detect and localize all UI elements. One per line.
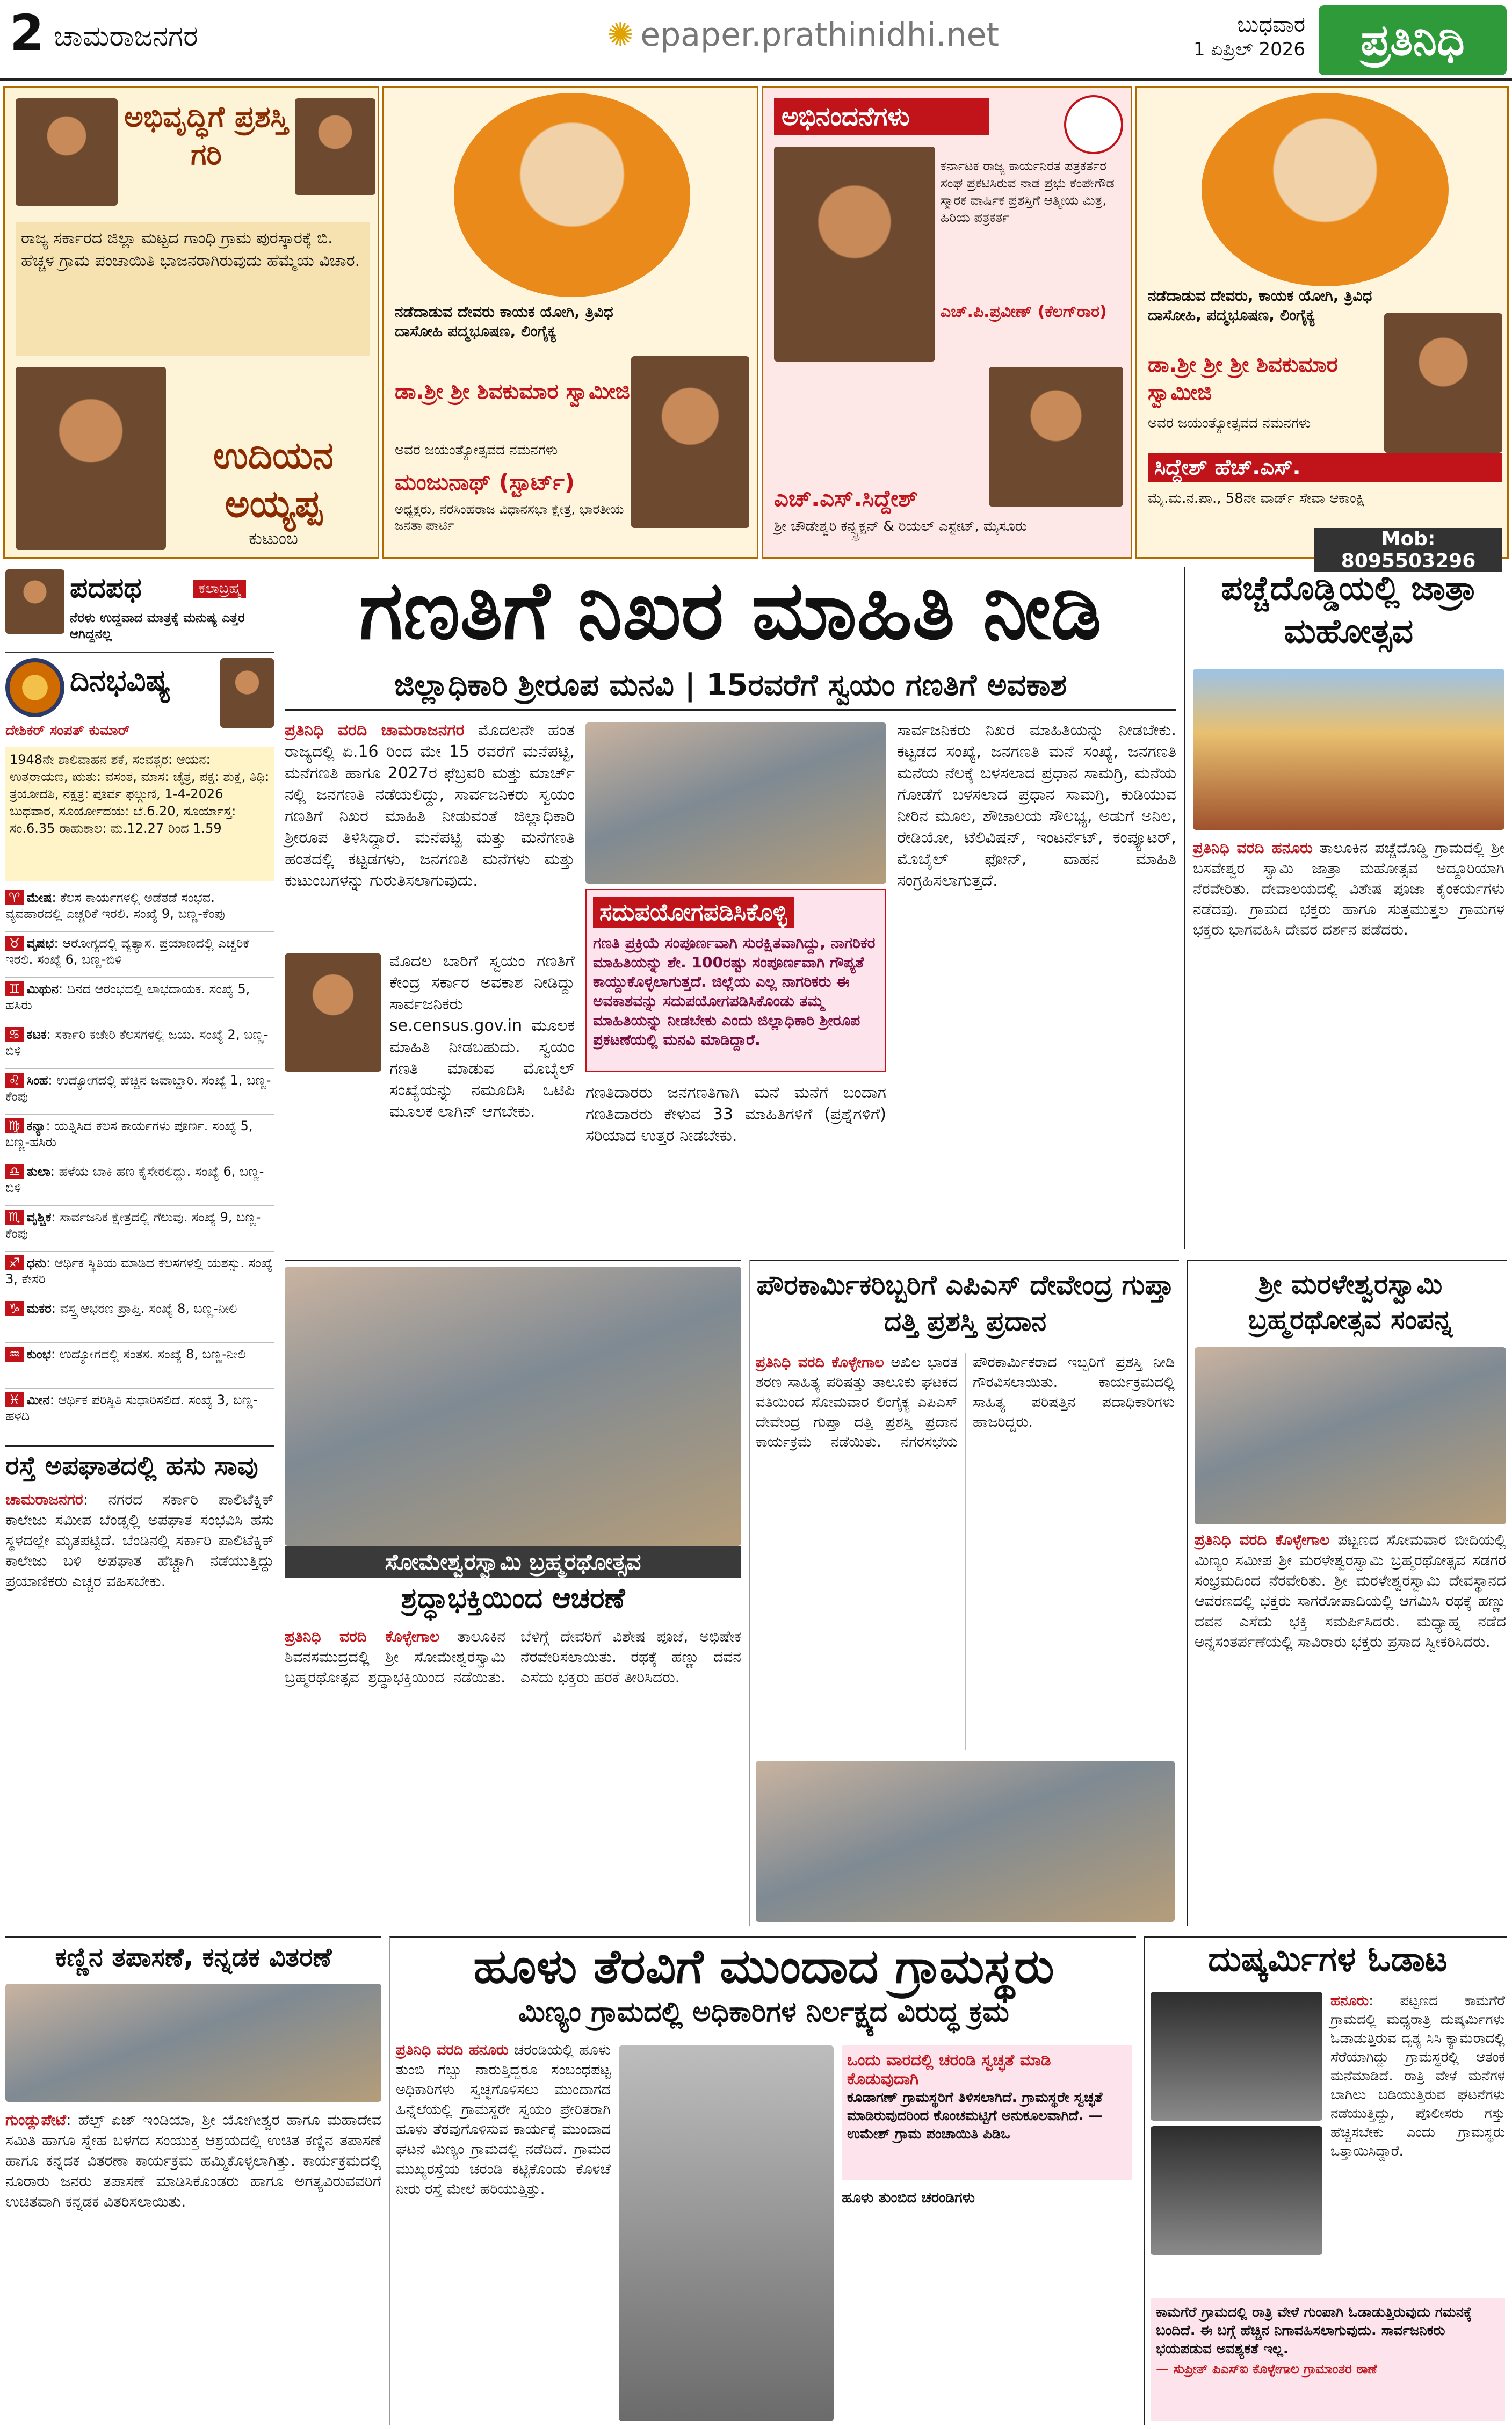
sign-item: ♏ ವೃಶ್ಚಿಕ: ಸಾರ್ವಜನಿಕ ಕ್ಷೇತ್ರದಲ್ಲಿ ಗೆಲುವು. ಸಂಖ್ಯೆ 9, ಬಣ್ಣ-ಕೆಂಪು xyxy=(5,1206,274,1252)
page-number: 2 xyxy=(10,4,45,62)
sign-item: ♎ ತುಲಾ: ಹಳೆಯ ಬಾಕಿ ಹಣ ಕೈಸೇರಲಿದ್ದು. ಸಂಖ್ಯೆ 6, ಬಣ್ಣ-ಬಿಳಿ xyxy=(5,1160,274,1206)
award-story xyxy=(749,1260,1179,1926)
lead-headline: ಗಣತಿಗೆ ನಿಖರ ಮಾಹಿತಿ ನೀಡಿ xyxy=(359,564,1102,657)
ad-footer-detail: ಮೈ.ಮ.ನ.ಪಾ., 58ನೇ ವಾರ್ಡ್ ಸೇವಾ ಆಕಾಂಕ್ಷಿ xyxy=(1148,490,1365,507)
jatra-headline: ಪಚ್ಚೆದೊಡ್ಡಿಯಲ್ಲಿ ಜಾತ್ರಾ ಮಹೋತ್ಸವ xyxy=(1221,568,1477,650)
lead-col3: ಸಾರ್ವಜನಿಕರು ನಿಖರ ಮಾಹಿತಿಯನ್ನು ನೀಡಬೇಕು. ಕಟ್ಟಡದ ಸಂಖ್ಯೆ, ಜನಗಣತಿ ಮನೆ ಸಂಖ್ಯೆ, ಜನಗಣತಿ ಮನೆಯ ನೆಲಕ್ಕೆ ಬಳಸಲಾದ ಪ್ರಧಾನ ಸಾಮಗ್ರಿ, ಮನೆಯ ಗೋಡೆಗೆ ಬಳಸಲಾದ ಪ್ರಧಾನ ಸಾಮಗ್ರಿ, ಕುಡಿಯುವ ನೀರಿನ ಮೂಲ, ಶೌಚಾಲಯ ಸೌಲಭ್ಯ, ಅಡುಗೆ ಅನಿಲ, ರೇಡಿಯೋ, ಟೆಲಿವಿಷನ್, ಇಂಟರ್ನೆಟ್, ಕಂಪ್ಯೂಟರ್, ಮೊಬೈಲ್ ಫೋನ್, ವಾಹನ ಮಾಹಿತಿ ಸಂಗ್ರಹಿಸಲಾಗುತ್ತದೆ. xyxy=(897,721,1176,890)
capricorn-icon: ♑ xyxy=(5,1301,24,1316)
aries-icon: ♈ xyxy=(5,890,24,905)
pdo-quote-box xyxy=(842,2045,1132,2180)
miscreants-headline: ದುಷ್ಕರ್ಮಿಗಳ ಓಡಾಟ xyxy=(1208,1940,1448,1979)
sagittarius-icon: ♐ xyxy=(5,1255,24,1270)
ad-photo-journalist xyxy=(774,147,935,362)
ad-sub: ಅವರ ಜಯಂತ್ಯೋತ್ಸವದ ನಮನಗಳು xyxy=(395,442,558,458)
issue-day: ಬುಧವಾರ xyxy=(1237,12,1305,37)
ad-footer-detail: ಅಧ್ಯಕ್ಷರು, ನರಸಿಂಹರಾಜ ವಿಧಾನಸಭಾ ಕ್ಷೇತ್ರ, ಭಾರತೀಯ ಜನತಾ ಪಾರ್ಟಿ xyxy=(395,502,624,533)
leo-icon: ♌ xyxy=(5,1073,24,1088)
drain-headline: ಹೂಳು ತೆರವಿಗೆ ಮುಂದಾದ ಗ್ರಾಮಸ್ಥರು xyxy=(473,1939,1054,1994)
section-name: ಚಾಮರಾಜನಗರ xyxy=(54,20,198,53)
astrologer-photo xyxy=(220,658,274,728)
padapatha-quote: ನೆರಳು ಉದ್ದವಾದ ಮಾತ್ರಕ್ಕೆ ಮನುಷ್ಯ ಎತ್ತರ ಆಗಿದ್ದನಲ್ಲ xyxy=(70,610,245,641)
ad-body: ರಾಜ್ಯ ಸರ್ಕಾರದ ಜಿಲ್ಲಾ ಮಟ್ಟದ ಗಾಂಧಿ ಗ್ರಾಮ ಪುರಸ್ಕಾರಕ್ಕೆ ಬಿ. ಹೆಚ್ಚಳ ಗ್ರಾಮ ಪಂಚಾಯಿತಿ ಭಾಜನರಾಗಿರುವುದು ಹೆಮ್ಮೆಯ ವಿಚಾರ. xyxy=(16,222,370,356)
lead-col4: ಗಣತಿದಾರರು ಜನಗಣತಿಗಾಗಿ ಮನೆ ಮನೆಗೆ ಬಂದಾಗ ಗಣತಿದಾರರು ಕೇಳುವ 33 ಮಾಹಿತಿಗಳಿಗೆ (ಪ್ರಶ್ನೆಗಳಿಗೆ) ಸರಿಯಾದ ಉತ್ತರ ನೀಡಬೇಕು. xyxy=(585,1083,886,1145)
cctv-photo-2 xyxy=(1151,2126,1322,2255)
author-photo xyxy=(5,569,64,634)
sign-item: ♈ ಮೇಷ: ಕೆಲಸ ಕಾರ್ಯಗಳಲ್ಲಿ ಅಡೆತಡೆ ಸಂಭವ. ವ್ಯವಹಾರದಲ್ಲಿ ಎಚ್ಚರಿಕೆ ಇರಲಿ. ಸಂಖ್ಯೆ 9, ಬಣ್ಣ-ಕೆಂಪು xyxy=(5,886,274,932)
eye-camp-story xyxy=(5,1936,381,2425)
panchanga-details: 1948ನೇ ಶಾಲಿವಾಹನ ಶಕೆ, ಸಂವತ್ಸರ: ಆಯನ: ಉತ್ತರಾಯಣ, ಋತು: ವಸಂತ, ಮಾಸ: ಚೈತ್ರ, ಪಕ್ಷ: ಶುಕ್ಲ, ತಿಥಿ: ತ್ರಯೋದಶಿ, ನಕ್ಷತ್ರ: ಪೂರ್ವ ಫಲ್ಗುಣಿ, 1-4-2026 ಬುಧವಾರ, ಸೂರ್ಯೋದಯ: ಬೆ.6.20, ಸೂರ್ಯಾಸ್ತ: ಸಂ.6.35 ರಾಹುಕಾಲ: ಮ.12.27 ರಿಂದ 1.59 xyxy=(5,747,274,881)
someshwara-text: ಪ್ರತಿನಿಧಿ ವರದಿ ಕೊಳ್ಳೇಗಾಲ ತಾಲೂಕಿನ ಶಿವನಸಮುದ್ರದಲ್ಲಿ ಶ್ರೀ ಸೋಮೇಶ್ವರಸ್ವಾಮಿ ಬ್ರಹ್ಮರಥೋತ್ಸವ ಶ್ರದ್ಧಾಭಕ್ತಿಯಿಂದ ನಡೆಯಿತು. ಬೆಳಿಗ್ಗೆ ದೇವರಿಗೆ ವಿಶೇಷ ಪೂಜೆ, ಅಭಿಷೇಕ ನೆರವೇರಿಸಲಾಯಿತು. ರಥಕ್ಕೆ ಹಣ್ಣು ದವನ ಎಸೆದು ಭಕ್ತರು ಹರಕೆ ತೀರಿಸಿದರು. xyxy=(285,1628,741,1686)
padapatha-author: ಕಲಾಬ್ರಹ್ಮ xyxy=(193,580,246,598)
ad-congratulations xyxy=(762,86,1132,559)
cctv-photo-1 xyxy=(1151,1992,1322,2121)
issue-date: 1 ಏಪ್ರಿಲ್ 2026 xyxy=(1193,39,1305,60)
ad-photo-swamiji xyxy=(454,93,690,297)
sign-item: ♒ ಕುಂಭ: ಉದ್ಯೋಗದಲ್ಲಿ ಸಂತಸ. ಸಂಖ್ಯೆ 8, ಬಣ್ಣ-ನೀಲಿ xyxy=(5,1343,274,1389)
sign-item: ♉ ವೃಷಭ: ಆರೋಗ್ಯದಲ್ಲಿ ವ್ಯತ್ಯಾಸ. ಪ್ರಯಾಣದಲ್ಲಿ ಎಚ್ಚರಿಕೆ ಇರಲಿ. ಸಂಖ್ಯೆ 6, ಬಣ್ಣ-ಬಿಳಿ xyxy=(5,932,274,978)
lead-rule xyxy=(285,709,1176,711)
lead-col2: ಮೊದಲ ಬಾರಿಗೆ ಸ್ವಯಂ ಗಣತಿಗೆ ಕೇಂದ್ರ ಸರ್ಕಾರ ಅವಕಾಶ ನೀಡಿದ್ದು ಸಾರ್ವಜನಿಕರು se.census.gov.in ಮೂಲಕ ಮಾಹಿತಿ ನೀಡಬಹುದು. ಸ್ವಯಂ ಗಣತಿ ಮಾಡುವ ಮೊಬೈಲ್ ಸಂಖ್ಯೆಯನ್ನು ನಮೂದಿಸಿ ಒಟಿಪಿ ಮೂಲಕ ಲಾಗಿನ್ ಆಗಬೇಕು. xyxy=(389,952,575,1121)
mareleshwara-photo xyxy=(1195,1347,1506,1524)
accident-headline: ರಸ್ತೆ ಅಪಘಾತದಲ್ಲಿ ಹಸು ಸಾವು xyxy=(5,1451,258,1481)
ad-phone: Mob: 8095503296 xyxy=(1314,528,1502,572)
callout-text: ಗಣತಿ ಪ್ರಕ್ರಿಯೆ ಸಂಪೂರ್ಣವಾಗಿ ಸುರಕ್ಷಿತವಾಗಿದ್ದು, ನಾಗರಿಕರ ಮಾಹಿತಿಯನ್ನು ಶೇ. 100ರಷ್ಟು ಸಂಪೂರ್ಣವಾಗಿ ಗೌಪ್ಯತೆ ಕಾಯ್ದುಕೊಳ್ಳಲಾಗುತ್ತದೆ. ಜಿಲ್ಲೆಯ ಎಲ್ಲ ನಾಗರಿಕರು ಈ ಅವಕಾಶವನ್ನು ಸದುಪಯೋಗಪಡಿಸಿಕೊಂಡು ತಮ್ಮ ಮಾಹಿತಿಯನ್ನು ನೀಡಬೇಕು ಎಂದು ಜಿಲ್ಲಾಧಿಕಾರಿ ಶ್ರೀರೂಪ ಪ್ರಕಟಣೆಯಲ್ಲಿ ಮನವಿ ಮಾಡಿದ್ದಾರೆ. xyxy=(593,934,876,1049)
rathotsava-photo xyxy=(285,1267,741,1546)
drain-deck: ಮಿಣ್ಯಂ ಗ್ರಾಮದಲ್ಲಿ ಅಧಿಕಾರಿಗಳ ನಿರ್ಲಕ್ಷ್ಯದ ವಿರುದ್ಧ ಕ್ರಮ xyxy=(518,1996,1009,2028)
jatra-photo xyxy=(1193,669,1504,830)
astrologer-name: ದೇಶಿಕರ್ ಸಂಪತ್ ಕುಮಾರ್ xyxy=(5,722,130,739)
ad-highlight: ಎಚ್.ಪಿ.ಪ್ರವೀಣ್ (ಕೆಲಗ್‌ರಾರ) xyxy=(941,302,1107,321)
site-url[interactable] xyxy=(607,16,999,54)
ad-gandhi-award xyxy=(3,86,379,559)
ad-photo-sponsor xyxy=(989,367,1123,507)
ad-footer-name: ಸಿದ್ದೇಶ್ ಹೆಚ್.ಎಸ್. xyxy=(1148,453,1502,482)
drain-story xyxy=(389,1936,1136,2425)
award-headline: ಪೌರಕಾರ್ಮಿಕರಿಬ್ಬರಿಗೆ ಎಪಿಎಸ್ ದೇವೇಂದ್ರ ಗುಪ್ತಾ ದತ್ತಿ ಪ್ರಶಸ್ತಿ ಪ್ರದಾನ xyxy=(756,1269,1174,1337)
ad-footer-family: ಕುಟುಂಬ xyxy=(249,528,298,548)
eye-camp-headline: ಕಣ್ಣಿನ ತಪಾಸಣೆ, ಕನ್ನಡಕ ವಿತರಣೆ xyxy=(55,1942,332,1972)
ad-heading: ಅಭಿನಂದನೆಗಳು xyxy=(774,98,989,135)
ad-swamiji-1 xyxy=(382,86,758,559)
aquarius-icon: ♒ xyxy=(5,1347,24,1362)
padapatha-title: ಪದಪಥ xyxy=(70,572,142,604)
pdo-quote-text: ಕೂಡಾಗಣ್ ಗ್ರಾಮಸ್ಥರಿಗೆ ತಿಳಿಸಲಾಗಿದೆ. ಗ್ರಾಮಸ್ಥರೇ ಸ್ವಚ್ಛತೆ ಮಾಡಿರುವುದರಿಂದ ಕೊಂಚಮಟ್ಟಿಗೆ ಅನುಕೂಲವಾಗಿದೆ. — ಉಮೇಶ್ ಗ್ರಾಮ ಪಂಚಾಯಿತಿ ಪಿಡಿಒ xyxy=(847,2090,1103,2142)
someshwara-headline: ಶ್ರದ್ಧಾಭಕ್ತಿಯಿಂದ ಆಚರಣೆ xyxy=(401,1582,625,1615)
sign-item: ♑ ಮಕರ: ವಸ್ತ್ರ ಆಭರಣ ಪ್ರಾಪ್ತಿ. ಸಂಖ್ಯೆ 8, ಬಣ್ಣ-ನೀಲಿ xyxy=(5,1297,274,1343)
sign-item: ♊ ಮಿಥುನ: ದಿನದ ಆರಂಭದಲ್ಲಿ ಲಾಭದಾಯಕ. ಸಂಖ್ಯೆ 5, ಹಸಿರು xyxy=(5,978,274,1023)
sign-item: ♌ ಸಿಂಹ: ಉದ್ಯೋಗದಲ್ಲಿ ಹೆಚ್ಚಿನ ಜವಾಬ್ದಾರಿ. ಸಂಖ್ಯೆ 1, ಬಣ್ಣ-ಕೆಂಪು xyxy=(5,1069,274,1115)
sign-item: ♓ ಮೀನ: ಆರ್ಥಿಕ ಪರಿಸ್ಥಿತಿ ಸುಧಾರಿಸಲಿದೆ. ಸಂಖ್ಯೆ 3, ಬಣ್ಣ-ಹಳದಿ xyxy=(5,1389,274,1434)
site-url-text: epaper.prathinidhi.net xyxy=(640,16,1000,54)
sign-item: ♐ ಧನು: ಆರ್ಥಿಕ ಸ್ಥಿತಿಯ ಮಾಡಿದ ಕೆಲಸಗಳಲ್ಲಿ ಯಶಸ್ಸು. ಸಂಖ್ಯೆ 3, ಕೇಸರಿ xyxy=(5,1252,274,1297)
ad-swamiji-2 xyxy=(1135,86,1509,572)
award-text: ಪ್ರತಿನಿಧಿ ವರದಿ ಕೊಳ್ಳೇಗಾಲ ಅಖಿಲ ಭಾರತ ಶರಣ ಸಾಹಿತ್ಯ ಪರಿಷತ್ತು ತಾಲೂಕು ಘಟಕದ ವತಿಯಿಂದ ಸೋಮವಾರ ಲಿಂಗೈಕ್ಯ ಎಪಿಎಸ್ ದೇವೇಂದ್ರ ಗುಪ್ತಾ ದತ್ತಿ ಪ್ರಶಸ್ತಿ ಪ್ರದಾನ ಕಾರ್ಯಕ್ರಮ ನಡೆಯಿತು. ನಗರಸಭೆಯ ಪೌರಕಾರ್ಮಿಕರಾದ ಇಬ್ಬರಿಗೆ ಪ್ರಶಸ್ತಿ ನೀಡಿ ಗೌರವಿಸಲಾಯಿತು. ಕಾರ್ಯಕ್ರಮದಲ್ಲಿ ಸಾಹಿತ್ಯ ಪರಿಷತ್ತಿನ ಪದಾಧಿಕಾರಿಗಳು ಹಾಜರಿದ್ದರು. xyxy=(756,1354,1175,1450)
ad-photo-leader xyxy=(631,356,749,528)
taurus-icon: ♉ xyxy=(5,936,24,951)
sign-list xyxy=(5,886,274,1434)
mareleshwara-headline: ಶ್ರೀ ಮರಳೇಶ್ವರಸ್ವಾಮಿ ಬ್ರಹ್ಮರಥೋತ್ಸವ ಸಂಪನ್ನ xyxy=(1248,1269,1453,1335)
ad-photo-sponsor xyxy=(16,367,166,550)
accident-text: ಚಾಮರಾಜನಗರ: ನಗರದ ಸರ್ಕಾರಿ ಪಾಲಿಟೆಕ್ನಿಕ್ ಕಾಲೇಜು ಸಮೀಪ ಬೆಂಡ್ನಲ್ಲಿ ಅಪಘಾತ ಸಂಭವಿಸಿ ಹಸು ಸ್ಥಳದಲ್ಲೇ ಮೃತಪಟ್ಟಿದೆ. ಬೆಂಡಿನಲ್ಲಿ ಸರ್ಕಾರಿ ಪಾಲಿಟೆಕ್ನಿಕ್ ಕಾಲೇಜು ಬಳಿ ಅಪಘಾತ ಹೆಚ್ಚಾಗಿ ನಡೆಯುತ್ತಿದ್ದು ಪ್ರಯಾಣಿಕರು ಎಚ್ಚರ ವಹಿಸಬೇಕು. xyxy=(5,1491,274,1590)
ad-photo-swamiji xyxy=(1202,93,1449,286)
psi-quote-by: — ಸುಪ್ರೀತ್ ಪಿಎಸ್‌ಐ ಕೊಳ್ಳೇಗಾಲ ಗ್ರಾಮಾಂತರ ಠಾಣೆ xyxy=(1156,2361,1377,2376)
sign-item: ♋ ಕಟಕ: ಸರ್ಕಾರಿ ಕಚೇರಿ ಕೆಲಸಗಳಲ್ಲಿ ಜಯ. ಸಂಖ್ಯೆ 2, ಬಣ್ಣ-ಬಿಳಿ xyxy=(5,1023,274,1069)
sign-item: ♍ ಕನ್ಯಾ: ಯತ್ನಿಸಿದ ಕೆಲಸ ಕಾರ್ಯಗಳು ಪೂರ್ಣ. ಸಂಖ್ಯೆ 5, ಬಣ್ಣ-ಹಸಿರು xyxy=(5,1115,274,1160)
zodiac-wheel-icon xyxy=(5,658,64,717)
ad-photo-politician xyxy=(16,98,118,206)
newspaper-logo: ಪ್ರತಿನಿಧಿ xyxy=(1319,5,1507,75)
mareleshwara-story xyxy=(1187,1260,1507,1926)
ad-footer-name: ಮಂಜುನಾಥ್ (ಸ್ಟಾರ್ಟ್) xyxy=(395,469,575,495)
ad-heading: ನಡೆದಾಡುವ ದೇವರು, ಕಾಯಕ ಯೋಗಿ, ತ್ರಿವಿಧ ದಾಸೋಹಿ, ಪದ್ಮಭೂಷಣ, ಲಿಂಗೈಕ್ಯ xyxy=(1148,287,1372,324)
union-logo xyxy=(1064,95,1123,154)
ad-swamiji-name: ಡಾ.ಶ್ರೀ ಶ್ರೀ ಶ್ರೀ ಶಿವಕುಮಾರ ಸ್ವಾಮೀಜಿ xyxy=(1148,352,1338,405)
masthead xyxy=(0,0,1512,81)
horoscope-box xyxy=(5,658,274,1437)
miscreants-story xyxy=(1144,1936,1507,2425)
ad-footer-detail: ಶ್ರೀ ಚೌಡೇಶ್ವರಿ ಕನ್ಸ್ಟ್ರಕ್ಷನ್ & ರಿಯಲ್ ಎಸ್ಟೇಟ್, ಮೈಸೂರು xyxy=(774,518,1027,534)
ad-footer-name: ಉದಿಯನ ಅಯ್ಯಪ್ಪ xyxy=(213,433,334,526)
psi-quote-box xyxy=(1151,2298,1505,2421)
drain-text-cont: ಹೂಳು ತುಂಬಿದ ಚರಂಡಿಗಳು xyxy=(842,2189,975,2206)
rathotsava-caption: ಸೋಮೇಶ್ವರಸ್ವಾಮಿ ಬ್ರಹ್ಮರಥೋತ್ಸವ xyxy=(285,1546,741,1578)
census-photo xyxy=(585,722,886,884)
ad-swamiji-name: ಡಾ.ಶ್ರೀ ಶ್ರೀ ಶಿವಕುಮಾರ ಸ್ವಾಮೀಜಿ xyxy=(395,379,630,404)
psi-quote-text: ಕಾಮಗೆರೆ ಗ್ರಾಮದಲ್ಲಿ ರಾತ್ರಿ ವೇಳೆ ಗುಂಪಾಗಿ ಓಡಾಡುತ್ತಿರುವುದು ಗಮನಕ್ಕೆ ಬಂದಿದೆ. ಈ ಬಗ್ಗೆ ಹೆಚ್ಚಿನ ನಿಗಾವಹಿಸಲಾಗುವುದು. ಸಾರ್ವಜನಿಕರು ಭಯಪಡುವ ಅವಶ್ಯಕತೆ ಇಲ್ಲ. xyxy=(1156,2304,1472,2357)
ad-photo-officer xyxy=(295,98,375,195)
mareleshwara-text: ಪ್ರತಿನಿಧಿ ವರದಿ ಕೊಳ್ಳೇಗಾಲ ಪಟ್ಟಣದ ಸೋಮವಾರ ಬೀದಿಯಲ್ಲಿ ಮಿಣ್ಯಂ ಸಮೀಪ ಶ್ರೀ ಮರಳೇಶ್ವರಸ್ವಾಮಿ ಬ್ರಹ್ಮರಥೋತ್ಸವ ಸಡಗರ ಸಂಭ್ರಮದಿಂದ ನೆರವೇರಿತು. ಶ್ರೀ ಮರಳೇಶ್ವರಸ್ವಾಮಿ ದೇವಸ್ಥಾನದ ಆವರಣದಲ್ಲಿ ಭಕ್ತರು ಸಾಗರೋಪಾದಿಯಲ್ಲಿ ಆಗಮಿಸಿ ರಥಕ್ಕೆ ಹಣ್ಣು ದವನ ಎಸೆದು ಭಕ್ತಿ ಸಮರ್ಪಿಸಿದರು. ಮಧ್ಯಾಹ್ನ ನಡೆದ ಅನ್ನಸಂತರ್ಪಣೆಯಲ್ಲಿ ಸಾವಿರಾರು ಭಕ್ತರು ಪ್ರಸಾದ ಸ್ವೀಕರಿಸಿದರು. xyxy=(1195,1531,1506,1651)
sun-icon: ✺ xyxy=(607,16,634,54)
someshwara-story xyxy=(285,1260,741,1926)
ad-sub: ಅವರ ಜಯಂತ್ಯೋತ್ಸವದ ನಮನಗಳು xyxy=(1148,415,1311,431)
gemini-icon: ♊ xyxy=(5,981,24,996)
cancer-icon: ♋ xyxy=(5,1027,24,1042)
ad-body: ಕರ್ನಾಟಕ ರಾಜ್ಯ ಕಾರ್ಯನಿರತ ಪತ್ರಕರ್ತರ ಸಂಘ ಪ್ರಕಟಿಸಿರುವ ನಾಡ ಪ್ರಭು ಕೆಂಪೇಗೌಡ ಸ್ಮಾರಕ ವಾರ್ಷಿಕ ಪ್ರಶಸ್ತಿಗೆ ಆತ್ಮೀಯ ಮಿತ್ರ, ಹಿರಿಯ ಪತ್ರಕರ್ತ xyxy=(941,158,1115,225)
ad-heading: ನಡೆದಾಡುವ ದೇವರು ಕಾಯಕ ಯೋಗಿ, ತ್ರಿವಿಧ ದಾಸೋಹಿ ಪದ್ಮಭೂಷಣ, ಲಿಂಗೈಕ್ಯ xyxy=(395,303,613,340)
ad-footer-name: ಎಚ್.ಎಸ್.ಸಿದ್ದೇಶ್ xyxy=(774,485,918,511)
drain-text: ಪ್ರತಿನಿಧಿ ವರದಿ ಹನೂರು ಚರಂಡಿಯಲ್ಲಿ ಹೂಳು ತುಂಬಿ ಗಬ್ಬು ನಾರುತ್ತಿದ್ದರೂ ಸಂಬಂಧಪಟ್ಟ ಅಧಿಕಾರಿಗಳು ಸ್ವಚ್ಛಗೊಳಿಸಲು ಮುಂದಾಗದ ಹಿನ್ನೆಲೆಯಲ್ಲಿ ಗ್ರಾಮಸ್ಥರೇ ಸ್ವಯಂ ಪ್ರೇರಿತರಾಗಿ ಹೂಳು ತೆರವುಗೊಳಿಸುವ ಕಾರ್ಯಕ್ಕೆ ಮುಂದಾದ ಘಟನೆ ಮಿಣ್ಯಂ ಗ್ರಾಮದಲ್ಲಿ ನಡೆದಿದೆ. ಗ್ರಾಮದ ಮುಖ್ಯರಸ್ತೆಯ ಚರಂಡಿ ಕಟ್ಟಿಕೊಂಡು ಕೊಳಚೆ ನೀರು ರಸ್ತೆ ಮೇಲೆ ಹರಿಯುತ್ತಿತ್ತು. xyxy=(396,2042,611,2197)
lead-col1: ಪ್ರತಿನಿಧಿ ವರದಿ ಚಾಮರಾಜನಗರ ಮೊದಲನೇ ಹಂತ ರಾಜ್ಯದಲ್ಲಿ ಏ.16 ರಿಂದ ಮೇ 15 ರವರೆಗೆ ಮನೆಪಟ್ಟಿ, ಮನೆಗಣತಿ ಹಾಗೂ 2027ರ ಫೆಬ್ರವರಿ ಮತ್ತು ಮಾರ್ಚ್ ನಲ್ಲಿ ಜನಗಣತಿ ನಡೆಯಲಿದ್ದು, ಸಾರ್ವಜನಿಕರು ಸ್ವಯಂ ಗಣತಿಗೆ ನಿಖರ ಮಾಹಿತಿ ನೀಡುವಂತೆ ಜಿಲ್ಲಾಧಿಕಾರಿ ಶ್ರೀರೂಪ ತಿಳಿಸಿದ್ದಾರೆ. ಮನೆಪಟ್ಟಿ ಮತ್ತು ಮನೆಗಣತಿ ಹಂತದಲ್ಲಿ ಕಟ್ಟಡಗಳು, ಜನಗಣತಿ ಮನೆಗಳು ಮತ್ತು ಕುಟುಂಬಗಳನ್ನು ಗುರುತಿಸಲಾಗುವುದು. xyxy=(285,721,575,890)
callout-title: ಸದುಪಯೋಗಪಡಿಸಿಕೊಳ್ಳಿ xyxy=(593,897,794,928)
award-photo xyxy=(756,1761,1175,1922)
lead-deck: ಜಿಲ್ಲಾಧಿಕಾರಿ ಶ್ರೀರೂಪ ಮನವಿ | 15ರವರೆಗೆ ಸ್ವಯಂ ಗಣತಿಗೆ ಅವಕಾಶ xyxy=(394,668,1067,703)
pisces-icon: ♓ xyxy=(5,1392,24,1407)
padapatha-box xyxy=(5,567,274,653)
horoscope-title: ದಿನಭವಿಷ್ಯ xyxy=(70,663,171,698)
eye-camp-text: ಗುಂಡ್ಲುಪೇಟೆ: ಹೆಲ್ಪ್ ಏಜ್ ಇಂಡಿಯಾ, ಶ್ರೀ ಯೋಗೀಶ್ವರ ಹಾಗೂ ಮಹಾದೇವ ಸಮಿತಿ ಹಾಗೂ ಸ್ನೇಹ ಬಳಗದ ಸಂಯುಕ್ತ ಆಶ್ರಯದಲ್ಲಿ ಉಚಿತ ಕಣ್ಣಿನ ತಪಾಸಣೆ ಹಾಗೂ ಕನ್ನಡಕ ವಿತರಣಾ ಕಾರ್ಯಕ್ರಮ ಹಮ್ಮಿಕೊಳ್ಳಲಾಗಿತ್ತು. ಕಾರ್ಯಕ್ರಮದಲ್ಲಿ ನೂರಾರು ಜನರು ತಪಾಸಣೆ ಮಾಡಿಸಿಕೊಂಡರು ಹಾಗೂ ಅಗತ್ಯವಿರುವವರಿಗೆ ಉಚಿತವಾಗಿ ಕನ್ನಡಕ ವಿತರಿಸಲಾಯಿತು. xyxy=(5,2111,381,2210)
accident-story xyxy=(5,1445,274,1928)
ad-heading: ಅಭಿವೃದ್ಧಿಗೆ ಪ್ರಶಸ್ತಿ ಗರಿ xyxy=(124,100,288,171)
drain-photo xyxy=(619,2045,834,2421)
dc-photo xyxy=(285,953,381,1072)
ad-photo-sponsor xyxy=(1384,313,1502,453)
lead-story xyxy=(285,564,1176,1249)
jatra-story xyxy=(1184,567,1507,1249)
virgo-icon: ♍ xyxy=(5,1118,24,1133)
libra-icon: ♎ xyxy=(5,1164,24,1179)
eye-camp-photo xyxy=(5,1984,381,2102)
jatra-text: ಪ್ರತಿನಿಧಿ ವರದಿ ಹನೂರು ತಾಲೂಕಿನ ಪಚ್ಚೆದೊಡ್ಡಿ ಗ್ರಾಮದಲ್ಲಿ ಶ್ರೀ ಬಸವೇಶ್ವರ ಸ್ವಾಮಿ ಜಾತ್ರಾ ಮಹೋತ್ಸವ ಅದ್ದೂರಿಯಾಗಿ ನೆರವೇರಿತು. ದೇವಾಲಯದಲ್ಲಿ ವಿಶೇಷ ಪೂಜಾ ಕೈಂಕರ್ಯಗಳು ನಡೆದವು. ಗ್ರಾಮದ ಭಕ್ತರು ಹಾಗೂ ಸುತ್ತಮುತ್ತಲ ಗ್ರಾಮಗಳ ಭಕ್ತರು ಭಾಗವಹಿಸಿ ದೇವರ ದರ್ಶನ ಪಡೆದರು. xyxy=(1193,839,1504,938)
miscreants-text: ಹನೂರು: ಪಟ್ಟಣದ ಕಾಮಗೆರೆ ಗ್ರಾಮದಲ್ಲಿ ಮಧ್ಯರಾತ್ರಿ ದುಷ್ಕರ್ಮಿಗಳು ಓಡಾಡುತ್ತಿರುವ ದೃಶ್ಯ ಸಿಸಿ ಕ್ಯಾಮೆರಾದಲ್ಲಿ ಸೆರೆಯಾಗಿದ್ದು ಗ್ರಾಮಸ್ಥರಲ್ಲಿ ಆತಂಕ ಮನೆಮಾಡಿದೆ. ರಾತ್ರಿ ವೇಳೆ ಮನೆಗಳ ಬಾಗಿಲು ಬಡಿಯುತ್ತಿರುವ ಘಟನೆಗಳು ನಡೆಯುತ್ತಿದ್ದು, ಪೊಲೀಸರು ಗಸ್ತು ಹೆಚ್ಚಿಸಬೇಕು ಎಂದು ಗ್ರಾಮಸ್ಥರು ಒತ್ತಾಯಿಸಿದ್ದಾರೆ. xyxy=(1330,1993,1506,2159)
callout-box xyxy=(585,889,886,1072)
scorpio-icon: ♏ xyxy=(5,1210,24,1225)
pdo-quote-title: ಒಂದು ವಾರದಲ್ಲಿ ಚರಂಡಿ ಸ್ವಚ್ಛತೆ ಮಾಡಿ ಕೊಡುವುದಾಗಿ xyxy=(847,2051,1051,2088)
